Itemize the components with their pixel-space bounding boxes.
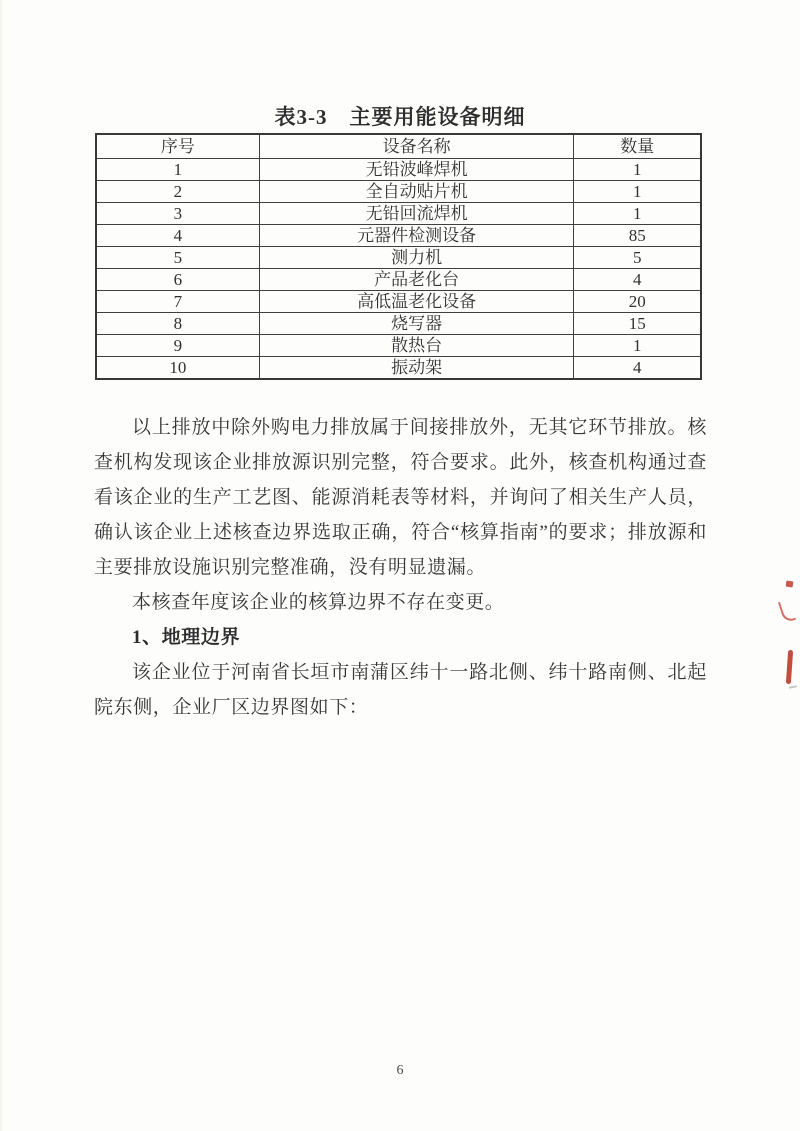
table-cell: 7	[96, 291, 259, 313]
red-stamp-fragment-bar	[786, 650, 793, 684]
table-row	[96, 357, 701, 380]
table-row	[96, 313, 701, 335]
table-row	[96, 291, 701, 313]
table-row	[96, 247, 701, 269]
table-row	[96, 269, 701, 291]
paragraph-boundary-no-change: 本核查年度该企业的核算边界不存在变更。	[132, 592, 505, 613]
table-row	[96, 335, 701, 357]
table-cell: 5	[574, 247, 701, 269]
page-number: 6	[396, 1063, 404, 1078]
equipment-table-body	[96, 159, 701, 380]
table-cell: 3	[96, 203, 259, 225]
table-cell: 无铅回流焊机	[259, 203, 574, 225]
table-cell: 20	[574, 291, 701, 313]
body-text-block	[94, 410, 707, 725]
table-cell: 8	[96, 313, 259, 335]
table-cell: 85	[574, 225, 701, 247]
table-cell: 5	[96, 247, 259, 269]
table-cell: 高低温老化设备	[259, 291, 574, 313]
header-cell-index: 序号	[96, 134, 259, 159]
table-row	[96, 181, 701, 203]
table-cell: 元器件检测设备	[259, 225, 574, 247]
header-cell-device-name: 设备名称	[259, 134, 574, 159]
heading-geographic-boundary: 1、地理边界	[132, 627, 241, 648]
scan-edge-shadow	[0, 0, 3, 1131]
table-cell: 6	[96, 269, 259, 291]
table-row	[96, 225, 701, 247]
paragraph-emission-summary: 以上排放中除外购电力排放属于间接排放外，无其它环节排放。核查机构发现该企业排放源识别完整，符合要求。此外，核查机构通过查看该企业的生产工艺图、能源消耗表等材料，并询问了相关生产人员，确认该企业上述核查边界选取正确，符合“核算指南”的要求；排放源和主要排放设施识别完整准确，没有明显遗漏。	[94, 417, 707, 578]
red-stamp-fragment-curve	[778, 599, 796, 624]
table-cell: 1	[96, 159, 259, 181]
table-cell: 10	[96, 357, 259, 380]
table-cell: 全自动贴片机	[259, 181, 574, 203]
table-title: 表3-3 主要用能设备明细	[274, 105, 526, 129]
equipment-table	[95, 133, 702, 380]
table-cell: 4	[574, 269, 701, 291]
header-cell-quantity: 数量	[574, 134, 701, 159]
table-cell: 散热台	[259, 335, 574, 357]
table-cell: 无铅波峰焊机	[259, 159, 574, 181]
table-row	[96, 159, 701, 181]
paragraph-location: 该企业位于河南省长垣市南蒲区纬十一路北侧、纬十路南侧、北起院东侧，企业厂区边界图如下：	[94, 662, 707, 718]
table-cell: 9	[96, 335, 259, 357]
table-cell: 4	[96, 225, 259, 247]
table-cell: 1	[574, 203, 701, 225]
table-cell: 烧写器	[259, 313, 574, 335]
table-cell: 振动架	[259, 357, 574, 380]
red-stamp-fragment-dot	[786, 581, 794, 588]
table-cell: 产品老化台	[259, 269, 574, 291]
table-header-row	[96, 134, 701, 159]
table-cell: 测力机	[259, 247, 574, 269]
table-cell: 1	[574, 159, 701, 181]
table-cell: 15	[574, 313, 701, 335]
table-cell: 1	[574, 335, 701, 357]
table-row	[96, 203, 701, 225]
table-cell: 2	[96, 181, 259, 203]
scan-noise-speck	[789, 685, 797, 689]
table-cell: 4	[574, 357, 701, 380]
equipment-table-header	[96, 134, 701, 159]
table-cell: 1	[574, 181, 701, 203]
